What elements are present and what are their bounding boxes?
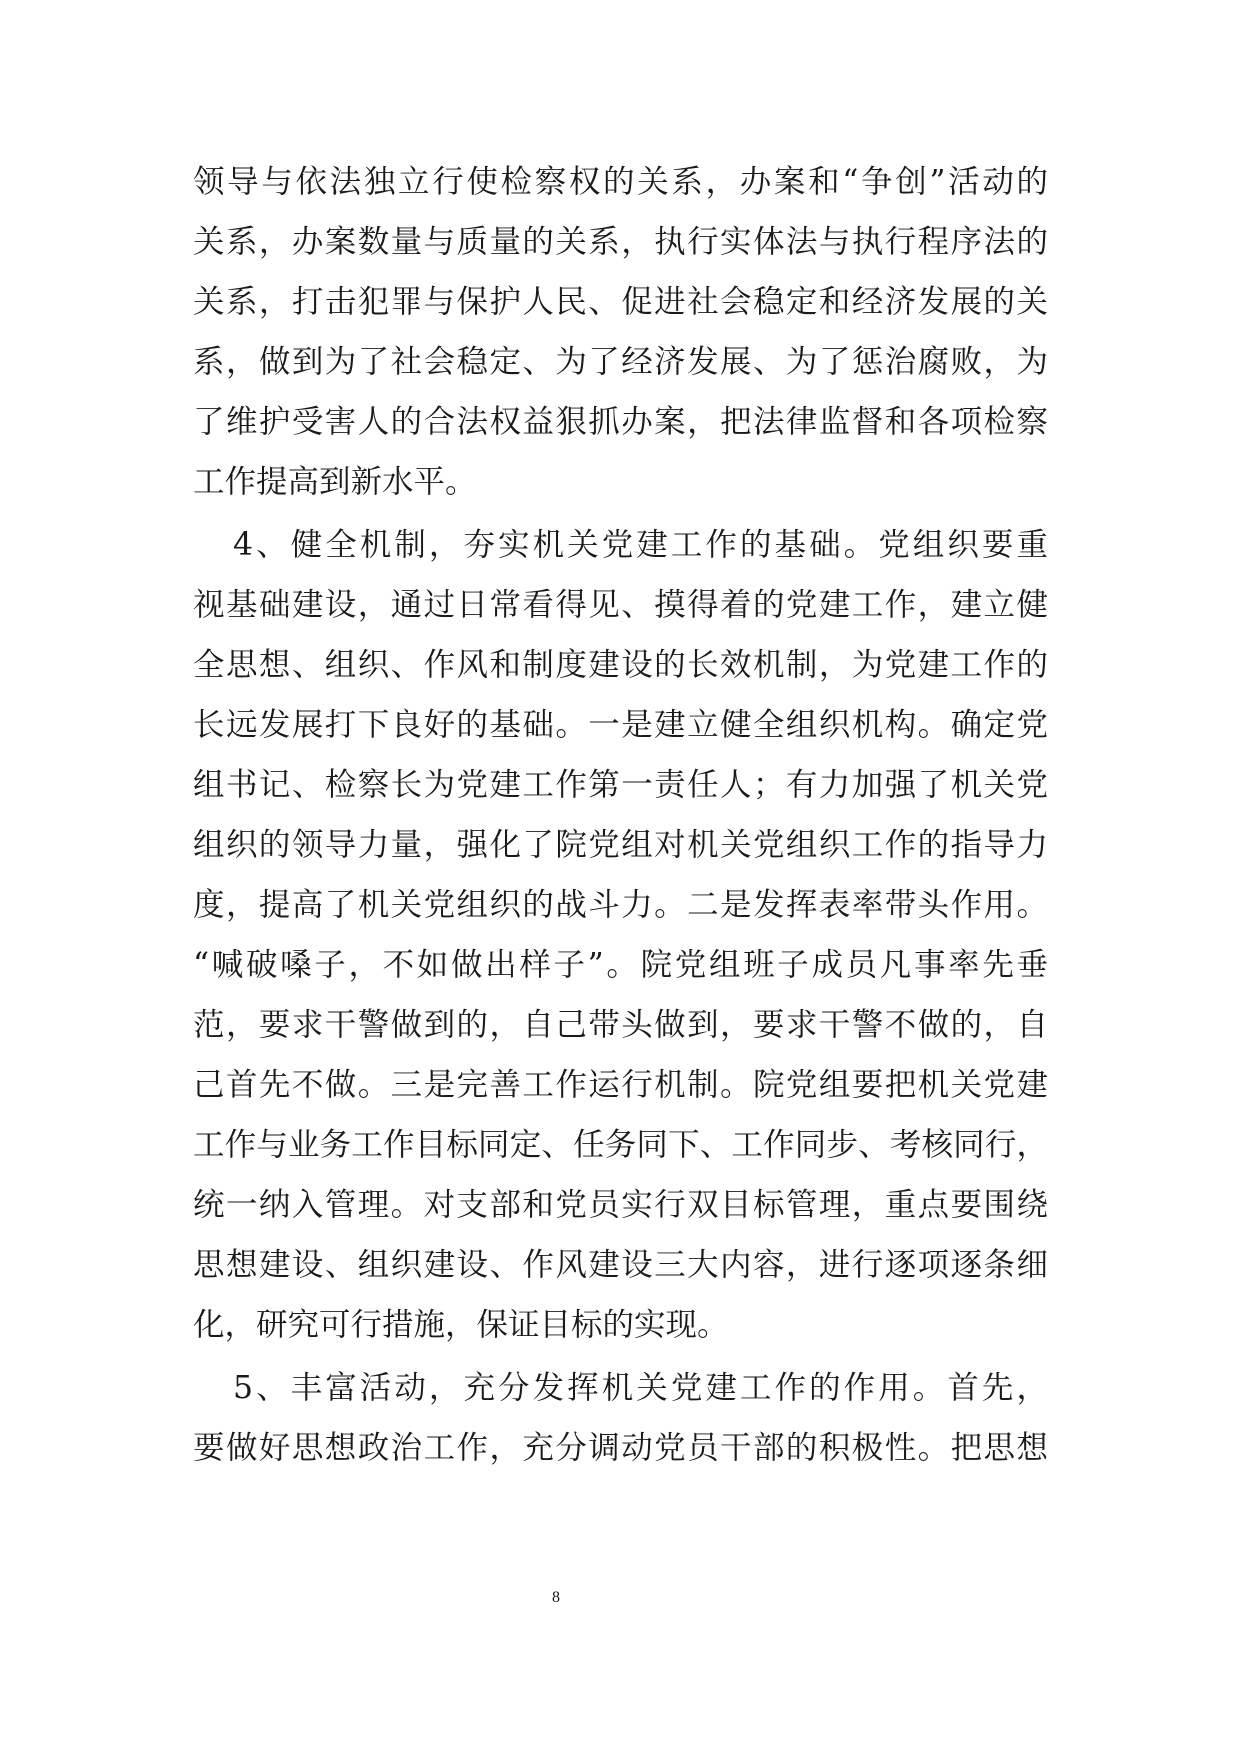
page-number: 8 bbox=[552, 1589, 560, 1606]
text-line: 组书记、检察长为党建工作第一责任人；有力加强了机关党 bbox=[193, 767, 1048, 803]
text-line: 关系，打击犯罪与保护人民、促进社会稳定和经济发展的关 bbox=[193, 284, 1048, 320]
text-line: “喊破嗓子，不如做出样子”。院党组班子成员凡事率先垂 bbox=[193, 947, 1048, 983]
text-line: 4、健全机制，夯实机关党建工作的基础。党组织要重 bbox=[233, 527, 1048, 563]
text-line: 化，研究可行措施，保证目标的实现。 bbox=[193, 1307, 729, 1343]
paragraph-section-5 bbox=[193, 1358, 1048, 1478]
text-line: 度，提高了机关党组织的战斗力。二是发挥表率带头作用。 bbox=[193, 887, 1048, 923]
text-line: 思想建设、组织建设、作风建设三大内容，进行逐项逐条细 bbox=[193, 1247, 1048, 1283]
text-line: 了维护受害人的合法权益狠抓办案，把法律监督和各项检察 bbox=[193, 404, 1048, 440]
text-line: 己首先不做。三是完善工作运行机制。院党组要把机关党建 bbox=[193, 1067, 1048, 1103]
text-line: 全思想、组织、作风和制度建设的长效机制，为党建工作的 bbox=[193, 647, 1048, 683]
text-line: 要做好思想政治工作，充分调动党员干部的积极性。把思想 bbox=[193, 1430, 1048, 1466]
text-line: 长远发展打下良好的基础。一是建立健全组织机构。确定党 bbox=[193, 707, 1048, 743]
text-line: 范，要求干警做到的，自己带头做到，要求干警不做的，自 bbox=[193, 1007, 1048, 1043]
text-line: 关系，办案数量与质量的关系，执行实体法与执行程序法的 bbox=[193, 224, 1048, 260]
text-line: 统一纳入管理。对支部和党员实行双目标管理，重点要围绕 bbox=[193, 1187, 1048, 1223]
text-line: 工作与业务工作目标同定、任务同下、工作同步、考核同行， bbox=[193, 1127, 1048, 1163]
paragraph-continuation bbox=[193, 152, 1048, 512]
text-line: 组织的领导力量，强化了院党组对机关党组织工作的指导力 bbox=[193, 827, 1048, 863]
text-line: 系，做到为了社会稳定、为了经济发展、为了惩治腐败，为 bbox=[193, 344, 1048, 380]
paragraph-section-4 bbox=[193, 515, 1048, 1355]
text-line: 领导与依法独立行使检察权的关系，办案和“争创”活动的 bbox=[193, 164, 1048, 200]
text-line: 视基础建设，通过日常看得见、摸得着的党建工作，建立健 bbox=[193, 587, 1048, 623]
text-line: 工作提高到新水平。 bbox=[193, 464, 477, 500]
text-line: 5、丰富活动，充分发挥机关党建工作的作用。首先， bbox=[233, 1370, 1048, 1406]
body-text bbox=[193, 152, 1048, 1478]
